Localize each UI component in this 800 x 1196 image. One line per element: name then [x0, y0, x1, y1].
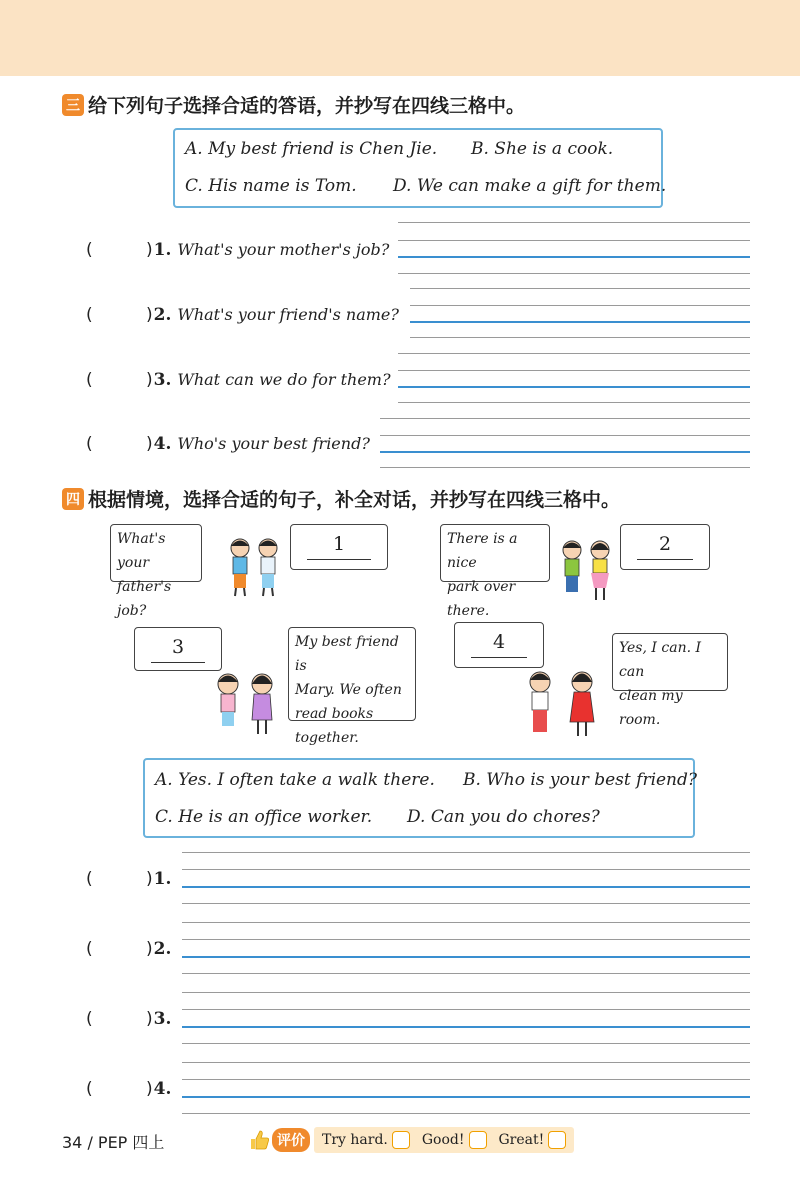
s4-option-c: C. He is an office worker. — [155, 807, 373, 827]
page-number: 34 / PEP 四上 — [62, 1133, 165, 1152]
s3-question-1: ( ) 1. What's your mother's job? — [86, 240, 390, 260]
s4-answer-2: ( ) 2. — [86, 939, 172, 959]
scene-1-children-illustration — [224, 536, 286, 600]
rating-bar — [314, 1127, 574, 1153]
thumbs-up-icon — [248, 1128, 272, 1152]
rating-try-hard-checkbox[interactable] — [392, 1131, 410, 1149]
rating-try-hard-label: Try hard. — [322, 1132, 388, 1148]
section-4-heading — [62, 485, 620, 512]
s4-answer-3: ( ) 3. — [86, 1009, 172, 1029]
s3-option-b: B. She is a cook. — [471, 139, 614, 159]
scene-1-speech: What's your father's job? — [110, 524, 202, 582]
s3-option-c: C. His name is Tom. — [185, 176, 357, 196]
section-3-options-box — [173, 128, 667, 208]
s4-option-a: A. Yes. I often take a walk there. — [155, 770, 435, 790]
s4-option-b: B. Who is your best friend? — [463, 770, 698, 790]
top-band — [0, 0, 800, 76]
eval-label: 评价 — [272, 1128, 310, 1152]
s3-option-d: D. We can make a gift for them. — [393, 176, 667, 196]
section-3-heading — [62, 91, 525, 118]
self-evaluation — [248, 1126, 574, 1154]
section-3-badge: 三 — [62, 94, 84, 116]
rating-good-label: Good! — [421, 1132, 465, 1148]
scene-4-speech: Yes, I can. I can clean my room. — [612, 633, 728, 691]
s4-answer-4: ( ) 4. — [86, 1079, 172, 1099]
s3-question-4: ( ) 4. Who's your best friend? — [86, 434, 370, 454]
scene-3-speech: My best friend is Mary. We often read books together. — [288, 627, 416, 721]
scene-3-blank-bubble: 3 — [134, 627, 222, 671]
s3-question-3: ( ) 3. What can we do for them? — [86, 370, 391, 390]
s3-question-2: ( ) 2. What's your friend's name? — [86, 305, 399, 325]
scene-2-children-illustration — [556, 538, 618, 604]
rating-great-checkbox[interactable] — [548, 1131, 566, 1149]
s3-option-a: A. My best friend is Chen Jie. — [185, 139, 438, 159]
section-4-options-box — [143, 758, 698, 838]
s4-answer-1: ( ) 1. — [86, 869, 172, 889]
s4-option-d: D. Can you do chores? — [407, 807, 600, 827]
scene-4-blank-bubble: 4 — [454, 622, 544, 668]
scene-3-children-illustration — [210, 670, 280, 740]
scene-4-children-illustration — [518, 668, 602, 744]
scene-2-blank-bubble: 2 — [620, 524, 710, 570]
section-3-title: 给下列句子选择合适的答语，并抄写在四线三格中。 — [88, 95, 526, 117]
scene-2-speech: There is a nice park over there. — [440, 524, 550, 582]
rating-great-label: Great! — [498, 1132, 545, 1148]
section-4-badge: 四 — [62, 488, 84, 510]
scene-1-blank-bubble: 1 — [290, 524, 388, 570]
rating-good-checkbox[interactable] — [469, 1131, 487, 1149]
section-4-title: 根据情境，选择合适的句子，补全对话，并抄写在四线三格中。 — [88, 489, 621, 511]
